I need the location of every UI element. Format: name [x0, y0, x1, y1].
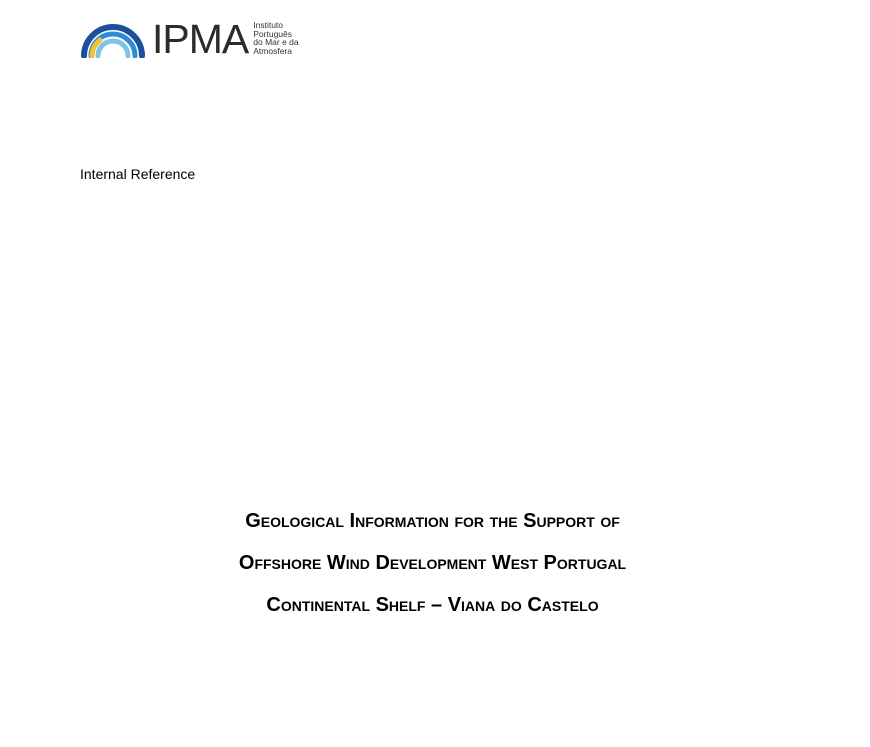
logo-subtitle-line: Instituto: [253, 20, 284, 30]
logo-wordmark: IPMA: [152, 16, 249, 62]
internal-reference-label: Internal Reference: [80, 166, 196, 182]
logo-subtitle-line: Português: [253, 28, 292, 39]
logo-subtitle-line: Atmosfera: [253, 45, 292, 56]
document-title-line: Geological Information for the Support of: [245, 510, 620, 532]
document-title-line: Continental Shelf – Viana do Castelo: [266, 594, 599, 616]
logo-subtitle: [253, 21, 298, 55]
logo-subtitle-line: do Mar e da: [253, 37, 299, 48]
ipma-arc-logo-icon: [80, 18, 146, 58]
document-title-line: Offshore Wind Development West Portugal: [238, 552, 627, 574]
document-title: [80, 500, 785, 626]
ipma-logo: [80, 18, 299, 60]
